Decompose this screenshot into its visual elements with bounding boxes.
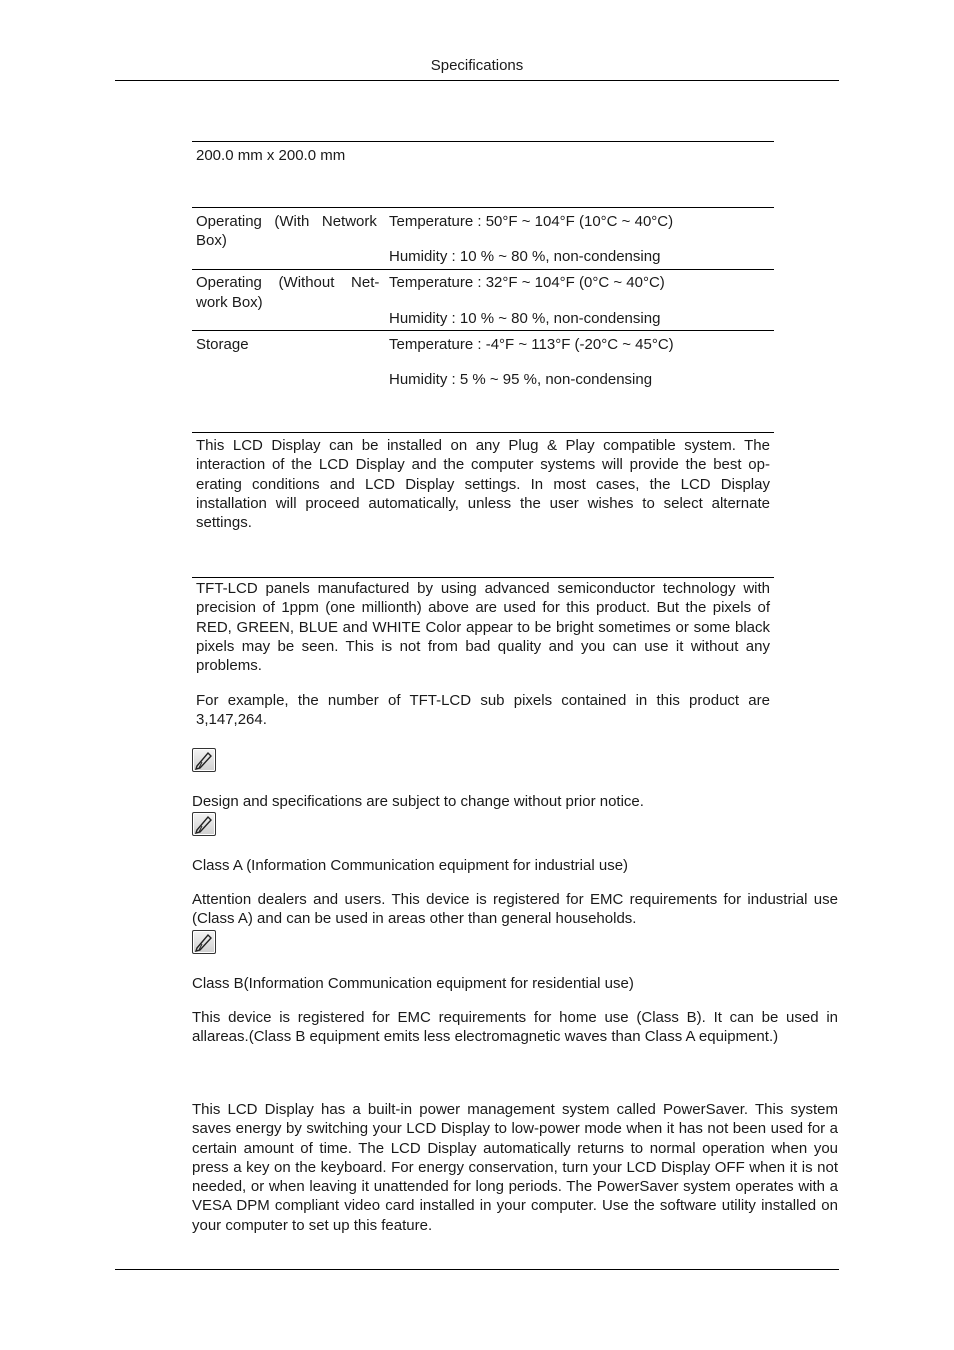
temperature-value: Temperature : -4°F ~ 113°F (-20°C ~ 45°C) bbox=[389, 336, 674, 353]
table-rule bbox=[192, 330, 774, 331]
dot-acceptable-rule bbox=[192, 577, 774, 578]
row-label-line: Operating (With Network bbox=[196, 213, 377, 230]
table-rule bbox=[192, 269, 774, 270]
note-icon bbox=[192, 748, 216, 772]
dot-acceptable-paragraph: TFT-LCD panels manufactured by using advanced semiconductor technology with precision of 1ppm (one millionth) above are used for this product. But the pixels of RED, GREEN, BLUE and WHITE Color appear to be bright sometimes or some black pixels may be seen. This is not from bad quality and you can use it without any problems. bbox=[196, 580, 770, 675]
footer-rule bbox=[115, 1269, 839, 1270]
mounting-rule bbox=[192, 141, 774, 142]
humidity-value: Humidity : 10 % ~ 80 %, non-condensing bbox=[389, 248, 661, 265]
dot-acceptable-paragraph: For example, the number of TFT-LCD sub pixels contained in this product are 3,147,264. bbox=[196, 692, 770, 729]
row-label-line: Storage bbox=[196, 336, 249, 353]
header-rule bbox=[115, 80, 839, 81]
powersaver-text: This LCD Display has a built-in power management system called PowerSaver. This system saves energy by switching your LCD Display to low-power mode when it has not been used for a certain amount of time. The LCD Display automatically returns to normal operation when you press a key on the keyboard. For energy conservation, turn your LCD Display OFF when it is not needed, or when leaving it unattended for long periods. The PowerSaver system operates with a VESA DPM compliant video card installed in your computer. Use the software utility installed on your computer to set up this feature. bbox=[192, 1101, 838, 1234]
page-header-title: Specifications bbox=[430, 57, 524, 74]
note-icon bbox=[192, 812, 216, 836]
row-label-line: Box) bbox=[196, 232, 227, 249]
class-b-text: This device is registered for EMC requirements for home use (Class B). It can be used in allareas.(Class B equipment emits less electromagnetic waves than Class A equipment.) bbox=[192, 1009, 838, 1046]
temperature-value: Temperature : 32°F ~ 104°F (0°C ~ 40°C) bbox=[389, 274, 665, 291]
class-b-title: Class B(Information Communication equipment for residential use) bbox=[192, 975, 634, 992]
note-icon bbox=[192, 930, 216, 954]
table-rule bbox=[192, 207, 774, 208]
plug-and-play-rule bbox=[192, 432, 774, 433]
mounting-value: 200.0 mm x 200.0 mm bbox=[196, 147, 346, 164]
humidity-value: Humidity : 5 % ~ 95 %, non-condensing bbox=[389, 371, 653, 388]
class-a-title: Class A (Information Communication equipment for industrial use) bbox=[192, 857, 629, 874]
temperature-value: Temperature : 50°F ~ 104°F (10°C ~ 40°C) bbox=[389, 213, 674, 230]
plug-and-play-text: This LCD Display can be installed on any Plug & Play compatible system. The interaction of the LCD Display and the computer systems will provide the best op-erating conditions and LCD Display settings. In most cases, the LCD Display installation will proceed automatically, unless the user wishes to select alternate settings. bbox=[196, 437, 770, 532]
humidity-value: Humidity : 10 % ~ 80 %, non-condensing bbox=[389, 310, 661, 327]
class-a-text: Attention dealers and users. This device is registered for EMC requirements for industrial use (Class A) and can be used in areas other than general households. bbox=[192, 891, 838, 928]
row-label-line: work Box) bbox=[196, 294, 263, 311]
row-label-line: Operating (Without Net- bbox=[196, 274, 380, 291]
design-notice: Design and specifications are subject to change without prior notice. bbox=[192, 793, 644, 810]
